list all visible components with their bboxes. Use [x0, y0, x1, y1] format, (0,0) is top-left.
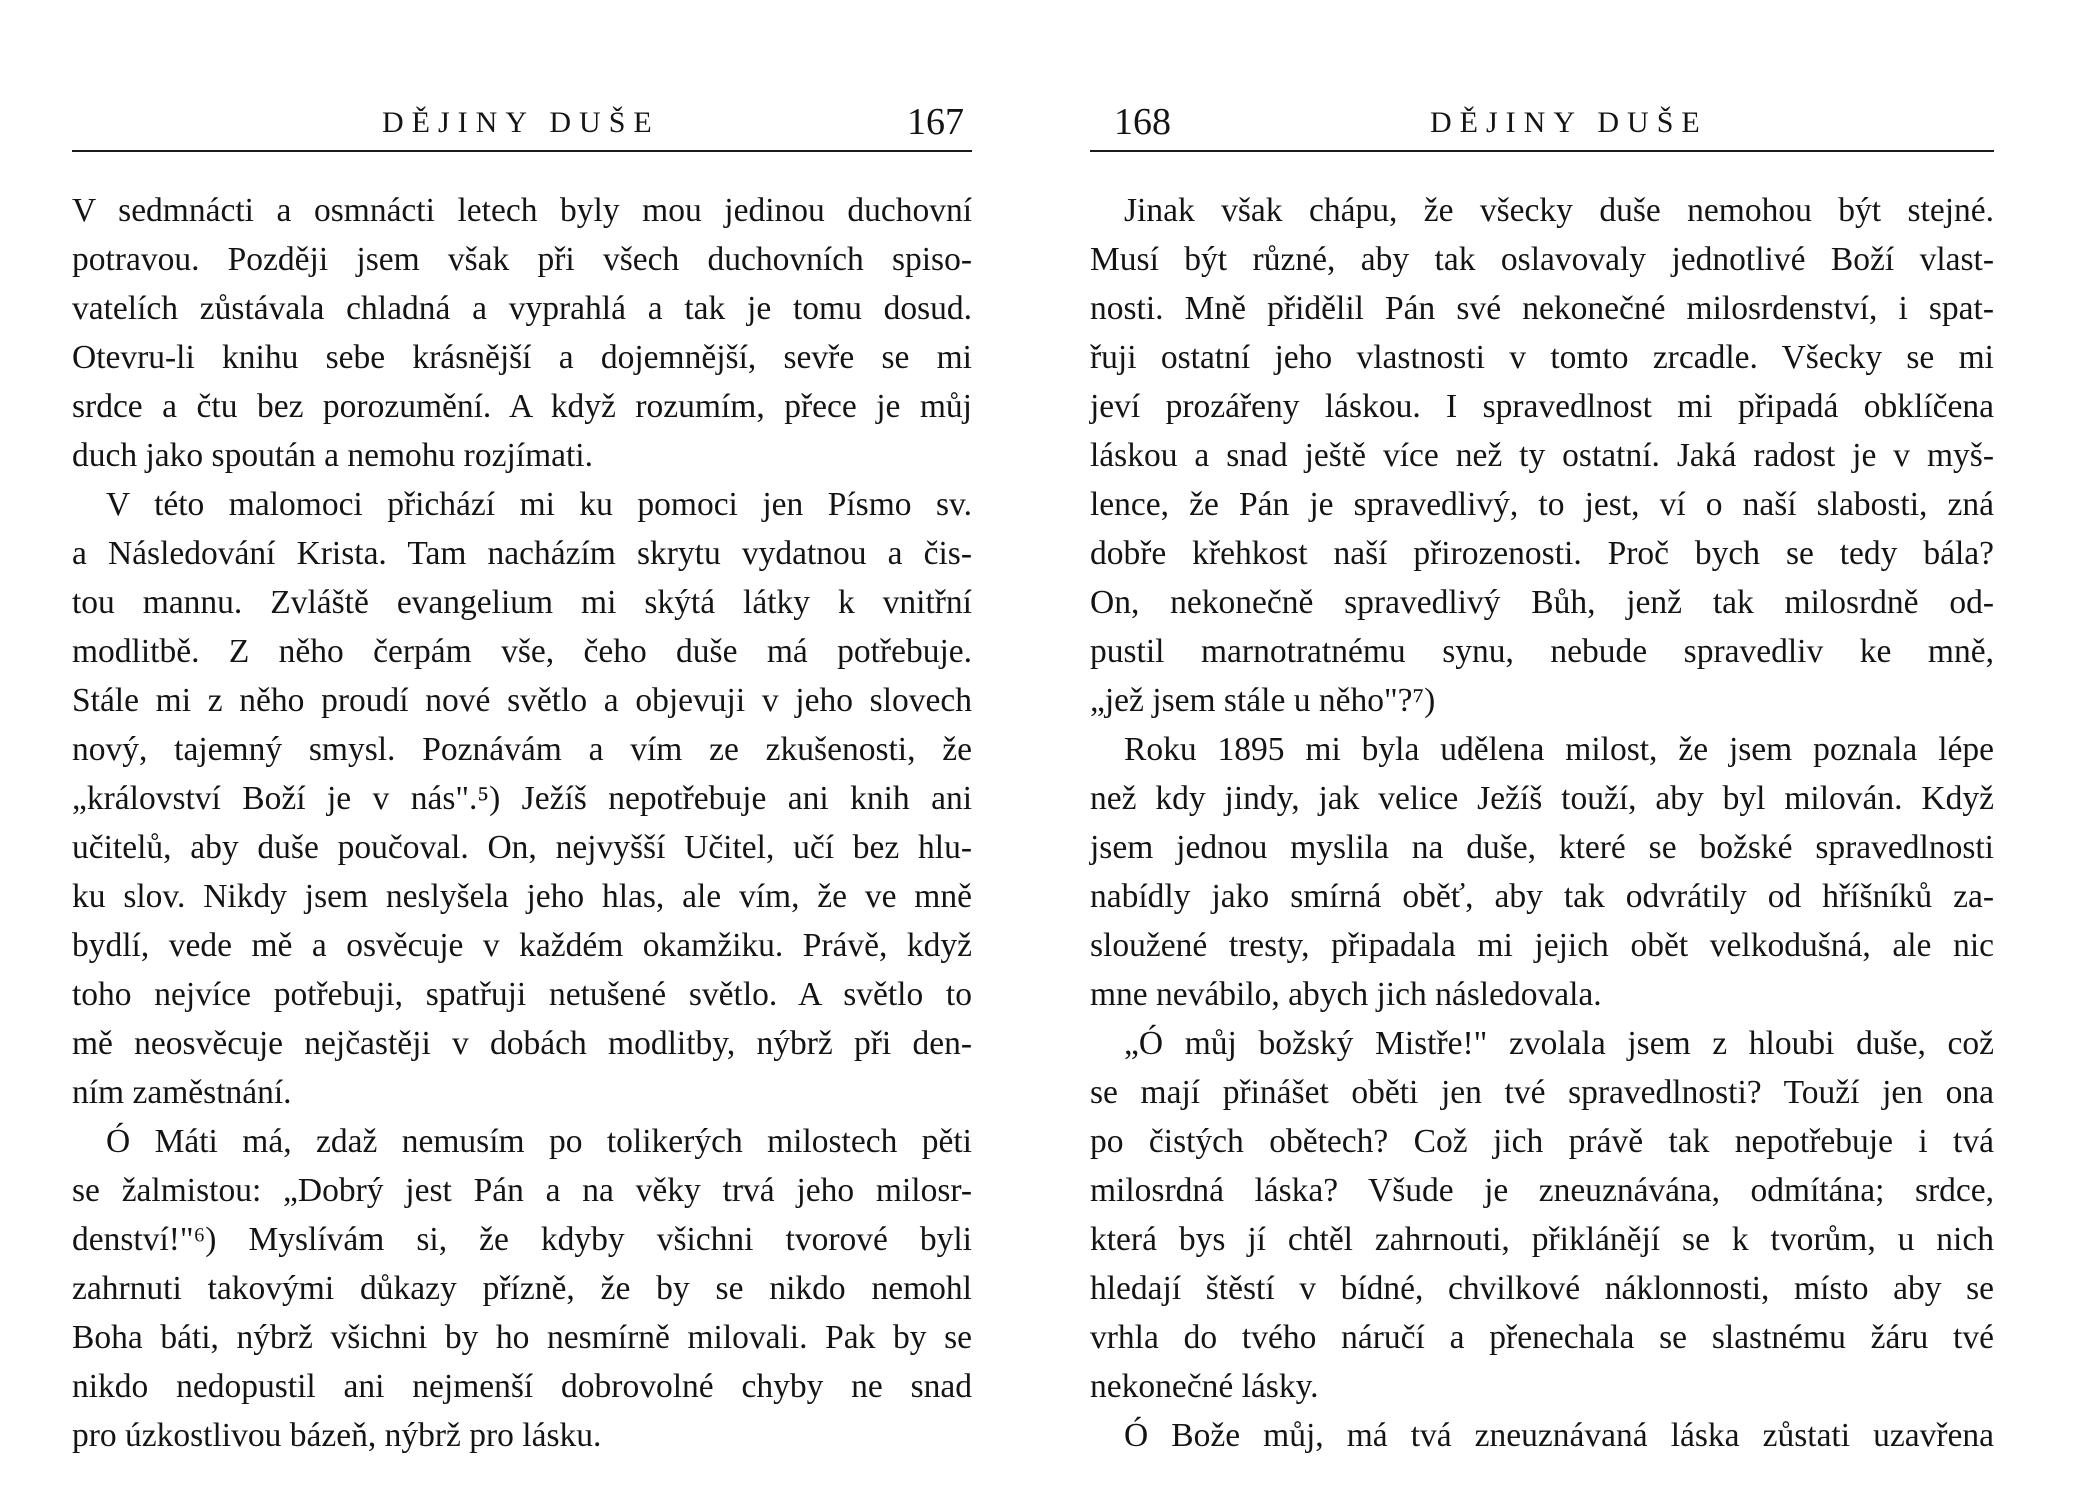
text-line: Stále mi z něho proudí nové světlo a objevuji v jeho slovech	[72, 682, 972, 719]
right-body-text	[1090, 186, 1994, 1460]
text-line: ku slov. Nikdy jsem neslyšela jeho hlas, ale vím, že ve mně	[72, 878, 972, 915]
text-line: Boha báti, nýbrž všichni by ho nesmírně milovali. Pak by se	[72, 1319, 972, 1356]
text-line: vrhla do tvého náručí a přenechala se slastnému žáru tvé	[1090, 1319, 1994, 1356]
running-title: DĚJINY DUŠE	[382, 106, 660, 139]
page-number: 168	[1114, 101, 1171, 143]
text-line: mě neosvěcuje nejčastěji v dobách modlitby, nýbrž při den-	[72, 1025, 972, 1062]
text-line: denství!"⁶) Myslívám si, že kdyby všichni tvorové byli	[72, 1221, 972, 1258]
text-line: V sedmnácti a osmnácti letech byly mou jedinou duchovní	[72, 192, 972, 229]
text-line: sloužené tresty, připadala mi jejich obět velkodušná, ale nic	[1090, 927, 1994, 964]
text-line: potravou. Později jsem však při všech duchovních spiso-	[72, 241, 972, 278]
page-number: 167	[907, 101, 964, 143]
text-line: milosrdná láska? Všude je zneuznávána, odmítána; srdce,	[1090, 1172, 1994, 1209]
text-line: „království Boží je v nás".⁵) Ježíš nepotřebuje ani knih ani	[72, 780, 972, 817]
text-line: srdce a čtu bez porozumění. A když rozumím, přece je můj	[72, 388, 972, 425]
text-line: nosti. Mně přidělil Pán své nekonečné milosrdenství, i spat-	[1090, 290, 1994, 327]
text-line: dobře křehkost naší přirozenosti. Proč bych se tedy bála?	[1090, 535, 1994, 572]
text-line: vatelích zůstávala chladná a vyprahlá a tak je tomu dosud.	[72, 290, 972, 327]
text-line: jsem jednou myslila na duše, které se božské spravedlnosti	[1090, 829, 1994, 866]
text-line: se žalmistou: „Dobrý jest Pán a na věky trvá jeho milosr-	[72, 1172, 972, 1209]
text-line: nový, tajemný smysl. Poznávám a vím ze zkušenosti, že	[72, 731, 972, 768]
text-line: toho nejvíce potřebuji, spatřuji netušené světlo. A světlo to	[72, 976, 972, 1013]
text-line: Ó Máti má, zdaž nemusím po tolikerých milostech pěti	[106, 1123, 972, 1160]
text-line: láskou a snad ještě více než ty ostatní. Jaká radost je v myš-	[1090, 437, 1994, 474]
right-running-head	[1090, 100, 1994, 152]
text-line: V této malomoci přichází mi ku pomoci jen Písmo sv.	[106, 486, 972, 523]
text-line: mne nevábilo, abych jich následovala.	[1090, 976, 1602, 1013]
text-line: lence, že Pán je spravedlivý, to jest, ví o naší slabosti, zná	[1090, 486, 1994, 523]
text-line: tou mannu. Zvláště evangelium mi skýtá látky k vnitřní	[72, 584, 972, 621]
text-line: On, nekonečně spravedlivý Bůh, jenž tak milosrdně od-	[1090, 584, 1994, 621]
text-line: duch jako spoután a nemohu rozjímati.	[72, 437, 593, 474]
text-line: pro úzkostlivou bázeň, nýbrž pro lásku.	[72, 1417, 602, 1454]
text-line: zahrnuti takovými důkazy přízně, že by se nikdo nemohl	[72, 1270, 972, 1307]
running-title: DĚJINY DUŠE	[1430, 106, 1708, 139]
text-line: Musí být různé, aby tak oslavovaly jednotlivé Boží vlast-	[1090, 241, 1994, 278]
text-line: pustil marnotratnému synu, nebude spravedliv ke mně,	[1090, 633, 1994, 670]
left-running-head	[72, 100, 972, 152]
text-line: Jinak však chápu, že všecky duše nemohou být stejné.	[1124, 192, 1994, 229]
text-line: Ó Bože můj, má tvá zneuznávaná láska zůstati uzavřena	[1124, 1417, 1994, 1454]
text-line: Otevru-li knihu sebe krásnější a dojemnější, sevře se mi	[72, 339, 972, 376]
text-line: hledají štěstí v bídné, chvilkové náklonnosti, místo aby se	[1090, 1270, 1994, 1307]
text-line: řuji ostatní jeho vlastnosti v tomto zrcadle. Všecky se mi	[1090, 339, 1994, 376]
text-line: Roku 1895 mi byla udělena milost, že jsem poznala lépe	[1124, 731, 1994, 768]
text-line: se mají přinášet oběti jen tvé spravedlnosti? Touží jen ona	[1090, 1074, 1994, 1111]
text-line: jeví prozářeny láskou. I spravedlnost mi připadá obklíčena	[1090, 388, 1994, 425]
text-line: bydlí, vede mě a osvěcuje v každém okamžiku. Právě, když	[72, 927, 972, 964]
text-line: modlitbě. Z něho čerpám vše, čeho duše má potřebuje.	[72, 633, 972, 670]
left-body-text	[72, 186, 972, 1460]
text-line: „jež jsem stále u něho"?⁷)	[1090, 682, 1436, 719]
text-line: nekonečné lásky.	[1090, 1368, 1319, 1405]
text-line: ním zaměstnání.	[72, 1074, 292, 1111]
text-line: nikdo nedopustil ani nejmenší dobrovolné chyby ne snad	[72, 1368, 972, 1405]
text-line: a Následování Krista. Tam nacházím skrytu vydatnou a čis-	[72, 535, 972, 572]
text-line: „Ó můj božský Mistře!" zvolala jsem z hloubi duše, což	[1124, 1025, 1994, 1062]
text-line: než kdy jindy, jak velice Ježíš touží, aby byl milován. Když	[1090, 780, 1994, 817]
text-line: nabídly jako smírná oběť, aby tak odvrátily od hříšníků za-	[1090, 878, 1994, 915]
text-line: která bys jí chtěl zahrnouti, přiklánějí se k tvorům, u nich	[1090, 1221, 1994, 1258]
text-line: po čistých obětech? Což jich právě tak nepotřebuje i tvá	[1090, 1123, 1994, 1160]
text-line: učitelů, aby duše poučoval. On, nejvyšší Učitel, učí bez hlu-	[72, 829, 972, 866]
